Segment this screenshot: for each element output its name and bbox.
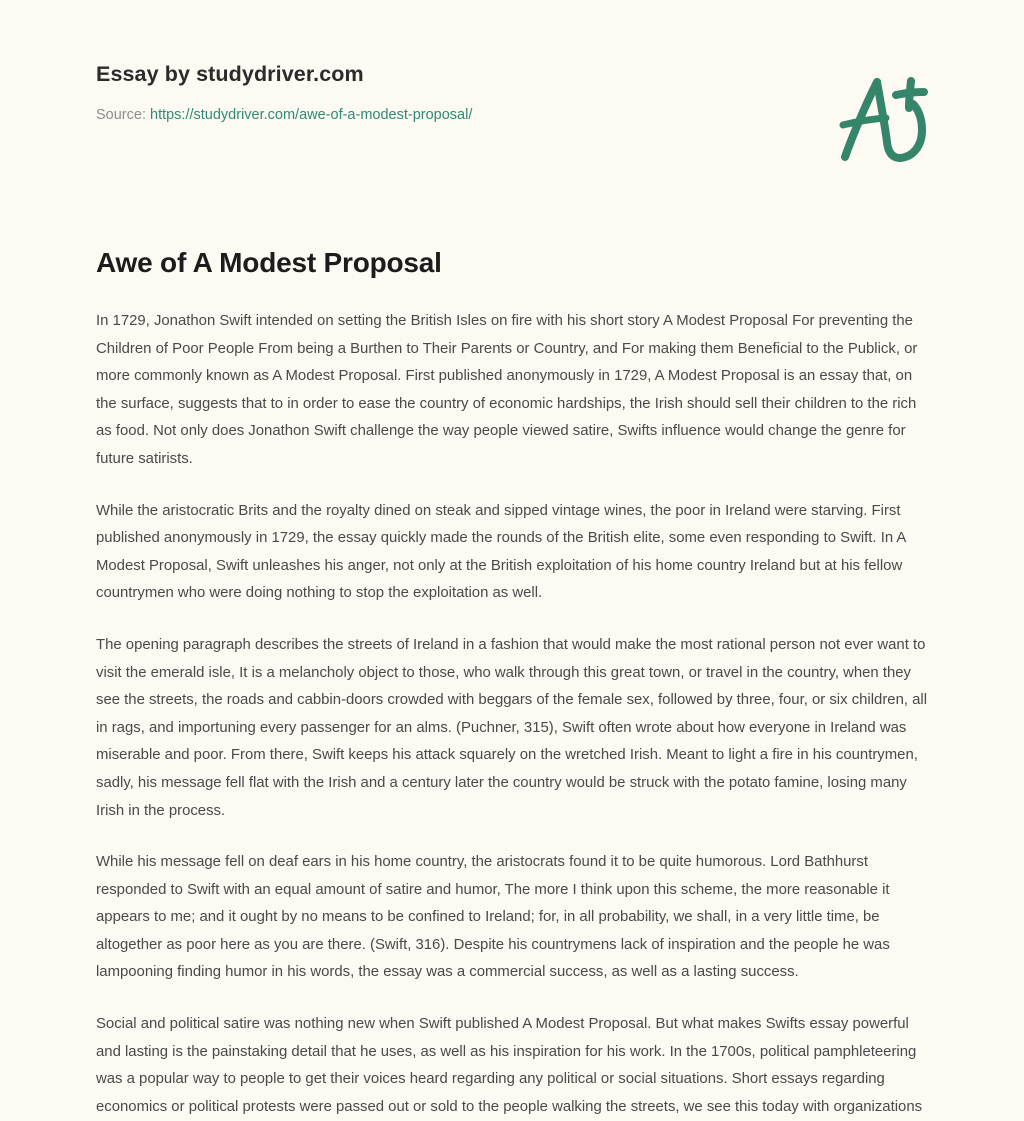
document-header — [0, 0, 1024, 200]
article-paragraph: While the aristocratic Brits and the royalty dined on steak and sipped vintage wines, the poor in Ireland were starving. First published anonymously in 1729, the essay quickly made the rounds of the British elite, some even responding to Swift. In A Modest Proposal, Swift unleashes his anger, not only at the British exploitation of his home country Ireland but at his fellow countrymen who were doing nothing to stop the exploitation as well. — [96, 502, 906, 602]
article-body — [96, 308, 934, 1121]
a-plus-logo — [829, 62, 939, 172]
source-url-link[interactable]: https://studydriver.com/awe-of-a-modest-proposal/ — [150, 106, 473, 123]
brand-title: Essay by studydriver.com — [96, 62, 364, 86]
source-label: Source: — [96, 106, 150, 123]
a-plus-logo-icon — [829, 62, 939, 172]
brand-block — [96, 62, 716, 125]
article-paragraph: In 1729, Jonathon Swift intended on setting the British Isles on fire with his short story A Modest Proposal For preventing the Children of Poor People From being a Burthen to Their Parents or Country, and For making them Beneficial to the Publick, or more commonly known as A Modest Proposal. First published anonymously in 1729, A Modest Proposal is an essay that, on the surface, suggests that to in order to ease the country of economic hardships, the Irish should sell their children to the rich as food. Not only does Jonathon Swift challenge the way people viewed satire, Swifts influence would change the genre for future satirists. — [96, 313, 918, 467]
article — [96, 245, 934, 1121]
article-paragraph: While his message fell on deaf ears in his home country, the aristocrats found it to be quite humorous. Lord Bathhurst responded to Swift with an equal amount of satire and humor, The more I think upon this scheme, the more reasonable it appears to me; and it ought by no means to be confined to Ireland; for, in all probability, we shall, in a very little time, be altogether as poor here as you are there. (Swift, 316). Despite his countrymens lack of inspiration and the people he was lampooning finding humor in his words, the essay was a commercial success, as well as a lasting success. — [96, 854, 890, 981]
source-line — [96, 106, 716, 125]
article-paragraph: The opening paragraph describes the streets of Ireland in a fashion that would make the most rational person not ever want to visit the emerald isle, It is a melancholy object to those, who walk through this great town, or travel in the country, when they see the streets, the roads and cabbin-doors crowded with beggars of the female sex, followed by three, four, or six children, all in rags, and importuning every passenger for an alms. (Puchner, 315), Swift often wrote about how everyone in Ireland was miserable and poor. From there, Swift keeps his attack squarely on the wretched Irish. Meant to light a fire in his countrymen, sadly, his message fell flat with the Irish and a century later the country would be struck with the potato famine, losing many Irish in the process. — [96, 636, 928, 819]
article-paragraph: Social and political satire was nothing new when Swift published A Modest Proposal. But what makes Swifts essay powerful and lasting is the painstaking detail that he uses, as well as his inspiration for his work. In the 1700s, political pamphleteering was a popular way to people to get their voices heard regarding any political or social situations. Short essays regarding economics or political protests were passed out or sold to the people walking the streets, we see this today with organizations — [96, 1016, 923, 1115]
page-title: Awe of A Modest Proposal — [96, 247, 442, 278]
